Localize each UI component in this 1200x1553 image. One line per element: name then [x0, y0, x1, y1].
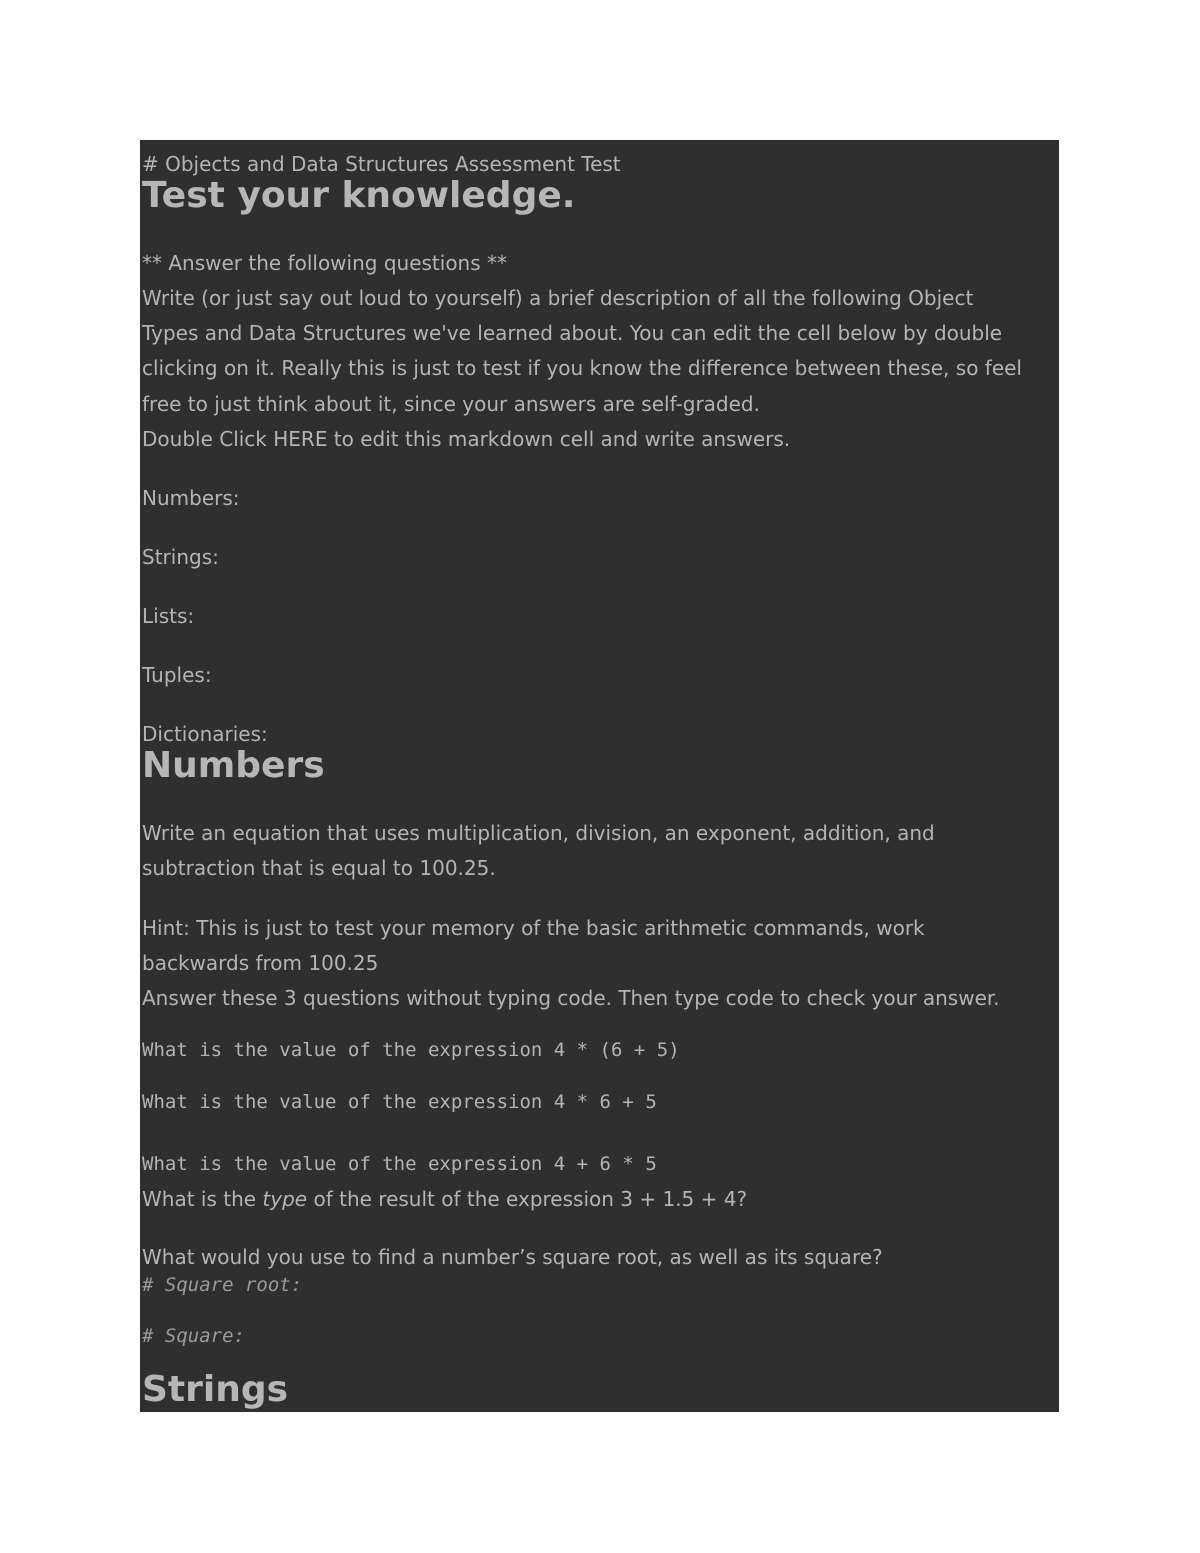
- description-line: clicking on it. Really this is just to test if you know the difference between these, so feel: [142, 356, 1022, 380]
- code-question: What is the value of the expression 4 * (6 + 5): [142, 1039, 680, 1061]
- section-heading-strings: Strings: [142, 1369, 289, 1410]
- description-line: Write (or just say out loud to yourself) a brief description of all the following Object: [142, 286, 974, 310]
- answer-label-dictionaries: Dictionaries:: [142, 722, 268, 746]
- description-line: free to just think about it, since your answers are self-graded.: [142, 392, 760, 416]
- description-line: Types and Data Structures we've learned about. You can edit the cell below by double: [142, 321, 1003, 345]
- sqrt-question: What would you use to find a number’s square root, as well as its square?: [142, 1245, 883, 1269]
- answer-instruction: Answer these 3 questions without typing code. Then type code to check your answer.: [142, 986, 1000, 1010]
- type-question: [142, 1182, 747, 1217]
- equation-prompt-line: subtraction that is equal to 100.25.: [142, 856, 496, 880]
- type-question-before: What is the: [142, 1187, 263, 1211]
- hint-line: Hint: This is just to test your memory of the basic arithmetic commands, work: [142, 916, 925, 940]
- page-title: Test your knowledge.: [142, 175, 576, 216]
- double-click-instruction[interactable]: Double Click HERE to edit this markdown cell and write answers.: [142, 427, 791, 451]
- answer-label-tuples: Tuples:: [142, 663, 212, 687]
- answer-label-lists: Lists:: [142, 604, 195, 628]
- equation-prompt-line: Write an equation that uses multiplication, division, an exponent, addition, and: [142, 821, 935, 845]
- hint-line: backwards from 100.25: [142, 951, 379, 975]
- section-heading-numbers: Numbers: [142, 745, 325, 786]
- raw-heading-text: # Objects and Data Structures Assessment Test: [142, 152, 621, 176]
- code-comment-square-root: # Square root:: [142, 1274, 303, 1296]
- instruction-text: ** Answer the following questions **: [142, 251, 508, 275]
- code-question: What is the value of the expression 4 + 6 * 5: [142, 1153, 657, 1175]
- type-question-emphasis: type: [262, 1187, 308, 1211]
- code-comment-square: # Square:: [142, 1325, 245, 1347]
- answer-label-numbers: Numbers:: [142, 486, 240, 510]
- answer-label-strings: Strings:: [142, 545, 219, 569]
- type-question-after: of the result of the expression 3 + 1.5 + 4?: [307, 1187, 748, 1211]
- code-question: What is the value of the expression 4 * 6 + 5: [142, 1091, 657, 1113]
- notebook-page: [140, 140, 1059, 1412]
